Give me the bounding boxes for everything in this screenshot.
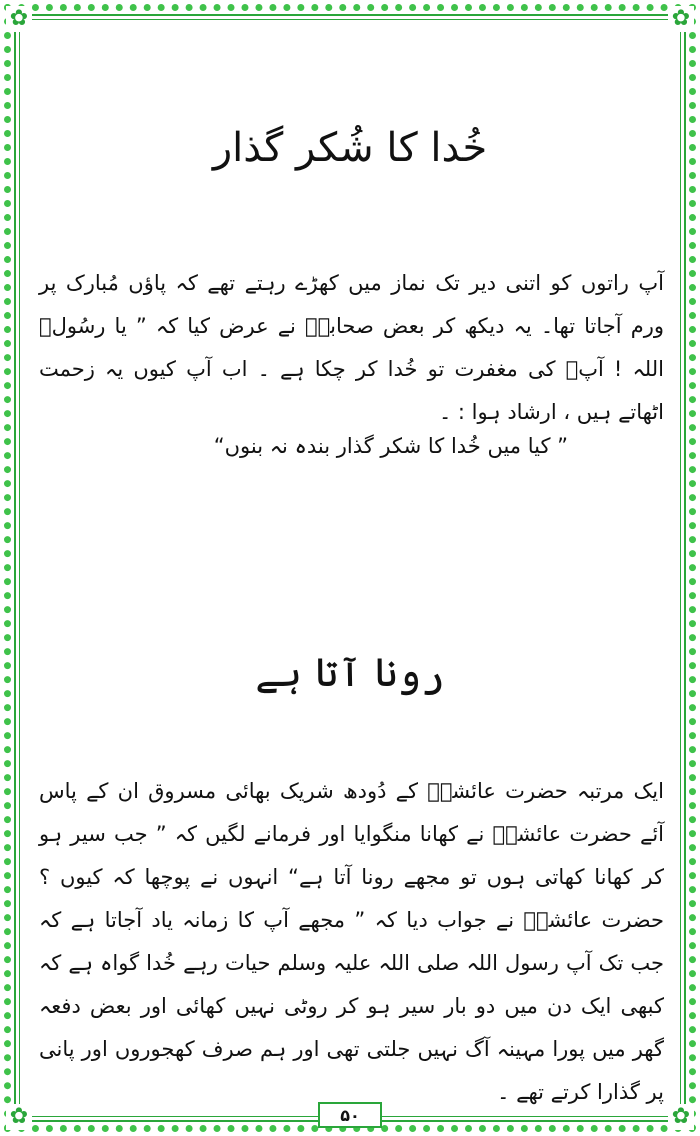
flower-corner-icon: ✿ bbox=[668, 6, 694, 32]
section-paragraph-2: ایک مرتبہ حضرت عائشہؓ کے دُودھ شریک بھائی مسروق ان کے پاس آئے حضرت عائشہؓ نے کھانا منگوایا اور فرمانے لگیں کہ ” جب سیر ہو کر کھانا کھاتی ہوں تو مجھے رونا آتا ہے“ انہوں نے پوچھا کہ کیوں ؟ حضرت عائشہؓ نے جواب دیا کہ ” مجھے آپ کا زمانہ یاد آجاتا ہے کہ جب تک آپ رسول اللہ صلی اللہ علیہ وسلم حیات رہے خُدا گواہ ہے کہ کبھی ایک دن میں دو بار سیر ہو کر روٹی نہیں کھائی اور بعض دفعہ گھر میں پورا مہینہ آگ نہیں جلتی تھی اور ہم صرف کھجوروں اور پانی پر گذارا کرتے تھے ۔ bbox=[39, 779, 664, 1104]
page-content bbox=[32, 30, 668, 1104]
section-paragraph-1: آپ راتوں کو اتنی دیر تک نماز میں کھڑے رہتے تھے کہ پاؤں مُبارک پر ورم آجاتا تھا۔ یہ دیکھ کر بعض صحابہؓ نے عرض کیا کہ ” یا رسُولؐ اللہ ! آپؐ کی مغفرت تو خُدا کر چکا ہے ۔ اب آپ کیوں یہ زحمت اٹھاتے ہیں ، ارشاد ہوا : ۔ bbox=[39, 271, 664, 424]
page-number: ۵۰ bbox=[318, 1102, 382, 1128]
section-heading-2: رونا آتا ہے bbox=[255, 650, 445, 696]
flower-corner-icon: ✿ bbox=[6, 6, 32, 32]
quote-line: ” کیا میں خُدا کا شکر گذار بندہ نہ بنوں“ bbox=[213, 434, 568, 458]
section-heading-1: خُدا کا شُکر گذار bbox=[212, 125, 488, 171]
flower-corner-icon: ✿ bbox=[668, 1104, 694, 1130]
flower-corner-icon: ✿ bbox=[6, 1104, 32, 1130]
